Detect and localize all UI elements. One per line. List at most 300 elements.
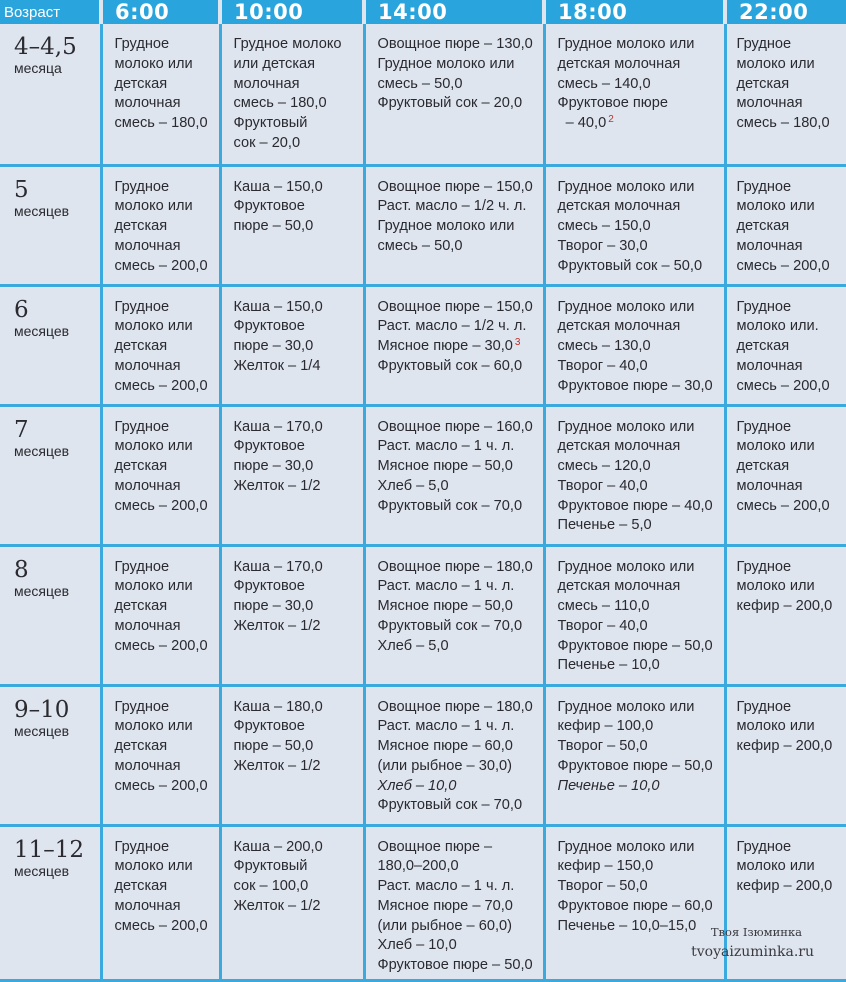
meal-text: Фруктовый сок – 60,0 <box>378 358 523 374</box>
meal-line <box>234 698 363 718</box>
meal-line <box>378 217 543 237</box>
age-cell <box>0 825 101 980</box>
meal-line <box>378 717 543 737</box>
meal-text: Печенье – 10,0–15,0 <box>558 918 697 934</box>
meal-text: детская <box>737 218 790 234</box>
meal-line <box>234 617 363 637</box>
meal-text: Желток – 1/2 <box>234 478 321 494</box>
meal-text: Печенье – 10,0 <box>558 778 660 794</box>
meal-text: 180,0–200,0 <box>378 858 459 874</box>
meal-cell-14 <box>364 545 544 685</box>
meal-line <box>378 178 543 198</box>
meal-text: детская <box>115 338 168 354</box>
meal-line <box>115 75 219 95</box>
meal-line <box>115 35 219 55</box>
meal-line <box>558 838 724 858</box>
meal-cell-14 <box>364 405 544 545</box>
meal-text: Грудное <box>737 699 792 715</box>
meal-cell-14 <box>364 825 544 980</box>
meal-text: Грудное <box>115 179 170 195</box>
meal-line <box>737 457 846 477</box>
meal-line <box>737 317 846 337</box>
meal-line <box>115 178 219 198</box>
meal-line <box>558 35 724 55</box>
meal-line <box>378 437 543 457</box>
meal-line <box>115 717 219 737</box>
meal-cell-14 <box>364 685 544 825</box>
meal-line <box>737 237 846 257</box>
meal-line <box>558 637 724 657</box>
footnote-mark: 3 <box>515 337 521 348</box>
age-value: 7 <box>14 418 100 442</box>
table-row <box>0 405 846 545</box>
meal-line <box>737 55 846 75</box>
meal-text: детская <box>737 458 790 474</box>
meal-line <box>737 197 846 217</box>
meal-text: Овощное пюре – 130,0 <box>378 36 533 52</box>
meal-line <box>115 457 219 477</box>
meal-text: Желток – 1/4 <box>234 358 321 374</box>
meal-text: кефир – 200,0 <box>737 598 833 614</box>
meal-line <box>737 114 846 134</box>
meal-text: Хлеб – 10,0 <box>378 778 457 794</box>
age-value: 5 <box>14 178 100 202</box>
meal-text: Фруктовое пюре – 50,0 <box>378 957 533 973</box>
meal-text: Грудное молоко или <box>558 559 695 575</box>
meal-line <box>378 35 543 55</box>
meal-text: молочная <box>115 758 181 774</box>
time-header-6: 6:00 <box>101 0 220 24</box>
meal-text: детская молочная <box>558 438 681 454</box>
meal-text: Фруктовое <box>234 718 305 734</box>
meal-line <box>234 457 363 477</box>
meal-text: Печенье – 10,0 <box>558 657 660 673</box>
age-value: 4–4,5 <box>14 35 100 59</box>
meal-text: Фруктовый сок – 70,0 <box>378 797 523 813</box>
meal-line <box>737 298 846 318</box>
meal-text: Каша – 180,0 <box>234 699 323 715</box>
meal-line <box>234 597 363 617</box>
meal-text: смесь – 200,0 <box>115 498 208 514</box>
meal-line <box>558 357 724 377</box>
meal-line <box>115 257 219 277</box>
meal-line <box>558 418 724 438</box>
meal-line <box>234 838 363 858</box>
meal-text: смесь – 180,0 <box>115 115 208 131</box>
meal-text: молоко или <box>115 578 193 594</box>
meal-line <box>378 857 543 877</box>
meal-text: молочная <box>115 95 181 111</box>
meal-line <box>115 437 219 457</box>
meal-text: Раст. масло – 1 ч. л. <box>378 718 515 734</box>
meal-text: пюре – 30,0 <box>234 338 314 354</box>
meal-line <box>378 757 543 777</box>
meal-text: (или рыбное – 30,0) <box>378 758 512 774</box>
meal-cell-10 <box>220 285 364 405</box>
meal-text: молоко или <box>115 198 193 214</box>
meal-text: Грудное <box>115 419 170 435</box>
age-value: 9–10 <box>14 698 100 722</box>
meal-text: Раст. масло – 1 ч. л. <box>378 878 515 894</box>
meal-line <box>378 298 543 318</box>
meal-cell-10 <box>220 165 364 285</box>
meal-cell-22 <box>725 24 846 165</box>
meal-line <box>234 418 363 438</box>
meal-text: детская <box>115 218 168 234</box>
meal-line <box>378 477 543 497</box>
meal-text: молоко или <box>737 858 815 874</box>
meal-line <box>115 337 219 357</box>
meal-line <box>378 698 543 718</box>
meal-text: Овощное пюре – <box>378 839 493 855</box>
meal-line <box>558 298 724 318</box>
meal-text: детская <box>737 76 790 92</box>
meal-line <box>234 178 363 198</box>
meal-line <box>234 757 363 777</box>
meal-line <box>115 757 219 777</box>
meal-text: Грудное <box>737 179 792 195</box>
meal-line <box>558 457 724 477</box>
meal-cell-18 <box>544 165 725 285</box>
meal-text: детская молочная <box>558 318 681 334</box>
age-unit: месяцев <box>14 322 100 340</box>
meal-text: Хлеб – 5,0 <box>378 638 449 654</box>
meal-line <box>115 597 219 617</box>
time-header-22: 22:00 <box>725 0 846 24</box>
meal-line <box>234 298 363 318</box>
time-header-14: 14:00 <box>364 0 544 24</box>
table-row <box>0 165 846 285</box>
meal-line <box>558 75 724 95</box>
meal-cell-10 <box>220 825 364 980</box>
meal-line <box>558 857 724 877</box>
meal-text: Грудное <box>115 699 170 715</box>
meal-text: детская <box>115 738 168 754</box>
meal-cell-18 <box>544 545 725 685</box>
meal-cell-22 <box>725 285 846 405</box>
meal-line <box>115 114 219 134</box>
meal-line <box>558 877 724 897</box>
meal-line <box>234 737 363 757</box>
age-cell <box>0 405 101 545</box>
age-cell <box>0 685 101 825</box>
meal-text: молочная <box>234 76 300 92</box>
table-header <box>0 0 846 24</box>
meal-text: пюре – 50,0 <box>234 738 314 754</box>
meal-text: смесь – 200,0 <box>737 258 830 274</box>
meal-cell-18 <box>544 405 725 545</box>
meal-line <box>558 337 724 357</box>
meal-line <box>737 217 846 237</box>
meal-line <box>558 257 724 277</box>
meal-line <box>558 317 724 337</box>
meal-text: Желток – 1/2 <box>234 618 321 634</box>
meal-text: Фруктовое пюре – 30,0 <box>558 378 713 394</box>
meal-line <box>115 917 219 937</box>
meal-text: Хлеб – 10,0 <box>378 937 457 953</box>
meal-text: детская <box>115 598 168 614</box>
meal-line <box>737 377 846 397</box>
meal-text: Грудное молоко или <box>378 218 515 234</box>
meal-line <box>234 577 363 597</box>
meal-line <box>558 897 724 917</box>
meal-cell-10 <box>220 24 364 165</box>
age-cell <box>0 24 101 165</box>
table-row <box>0 24 846 165</box>
meal-text: Раст. масло – 1/2 ч. л. <box>378 198 527 214</box>
meal-line <box>558 55 724 75</box>
meal-line <box>737 857 846 877</box>
meal-cell-18 <box>544 24 725 165</box>
time-header-10: 10:00 <box>220 0 364 24</box>
meal-line <box>737 418 846 438</box>
meal-line <box>234 437 363 457</box>
meal-text: Грудное молоко или <box>558 299 695 315</box>
meal-line <box>378 597 543 617</box>
meal-line <box>737 337 846 357</box>
meal-line <box>115 217 219 237</box>
meal-text: Каша – 170,0 <box>234 559 323 575</box>
meal-text: смесь – 200,0 <box>115 778 208 794</box>
meal-text: Овощное пюре – 160,0 <box>378 419 533 435</box>
meal-text: Овощное пюре – 180,0 <box>378 559 533 575</box>
meal-line <box>558 497 724 517</box>
meal-line <box>558 178 724 198</box>
meal-line <box>737 94 846 114</box>
meal-text: детская молочная <box>558 198 681 214</box>
meal-line <box>378 617 543 637</box>
age-value: 11–12 <box>14 838 100 862</box>
table-row <box>0 545 846 685</box>
meal-line <box>378 777 543 797</box>
meal-text: Раст. масло – 1/2 ч. л. <box>378 318 527 334</box>
meal-line <box>558 737 724 757</box>
meal-text: (или рыбное – 60,0) <box>378 918 512 934</box>
meal-cell-22 <box>725 405 846 545</box>
meal-text: Творог – 50,0 <box>558 878 648 894</box>
meal-text: Фруктовый сок – 70,0 <box>378 618 523 634</box>
meal-text: молочная <box>115 358 181 374</box>
meal-line <box>737 838 846 858</box>
meal-text: или детская <box>234 56 316 72</box>
meal-text: смесь – 120,0 <box>558 458 651 474</box>
meal-text: молоко или <box>115 318 193 334</box>
meal-line <box>115 857 219 877</box>
meal-cell-14 <box>364 285 544 405</box>
meal-line <box>234 717 363 737</box>
meal-line <box>115 317 219 337</box>
meal-line <box>737 357 846 377</box>
meal-text: Творог – 40,0 <box>558 478 648 494</box>
age-unit: месяцев <box>14 442 100 460</box>
meal-line <box>378 936 543 956</box>
meal-line <box>737 577 846 597</box>
meal-line <box>558 217 724 237</box>
meal-text: молоко или <box>115 438 193 454</box>
meal-line <box>234 477 363 497</box>
meal-text: смесь – 130,0 <box>558 338 651 354</box>
footnote-mark: 2 <box>608 114 614 125</box>
meal-cell-6 <box>101 165 220 285</box>
meal-text: Грудное <box>737 299 792 315</box>
meal-cell-18 <box>544 285 725 405</box>
meal-line <box>558 114 724 134</box>
meal-text: кефир – 100,0 <box>558 718 654 734</box>
meal-text: Раст. масло – 1 ч. л. <box>378 438 515 454</box>
meal-text: смесь – 110,0 <box>558 598 650 614</box>
meal-text: Печенье – 5,0 <box>558 517 652 533</box>
meal-text: смесь – 200,0 <box>737 498 830 514</box>
meal-text: молоко или <box>115 858 193 874</box>
meal-line <box>378 197 543 217</box>
meal-line <box>115 577 219 597</box>
meal-cell-14 <box>364 24 544 165</box>
meal-text: смесь – 180,0 <box>234 95 327 111</box>
meal-line <box>378 897 543 917</box>
age-unit: месяцев <box>14 722 100 740</box>
table-row <box>0 685 846 825</box>
meal-text: Фруктовый <box>234 858 308 874</box>
meal-text: смесь – 50,0 <box>378 76 463 92</box>
meal-line <box>558 617 724 637</box>
meal-text: молочная <box>115 618 181 634</box>
meal-line <box>558 656 724 676</box>
meal-line <box>378 337 543 357</box>
meal-cell-6 <box>101 825 220 980</box>
age-cell <box>0 165 101 285</box>
meal-line <box>115 94 219 114</box>
meal-text: Фруктовое пюре – 50,0 <box>558 638 713 654</box>
meal-text: Фруктовый сок – 70,0 <box>378 498 523 514</box>
meal-text: Грудное <box>737 419 792 435</box>
meal-line <box>558 757 724 777</box>
meal-text: сок – 20,0 <box>234 135 301 151</box>
meal-text: Грудное <box>737 559 792 575</box>
meal-text: Грудное <box>115 299 170 315</box>
meal-text: Грудное <box>115 839 170 855</box>
meal-text: детская <box>115 76 168 92</box>
meal-text: – 40,0 <box>558 115 607 131</box>
meal-text: детская <box>737 338 790 354</box>
meal-line <box>558 437 724 457</box>
meal-text: Грудное молоко или <box>558 419 695 435</box>
meal-line <box>378 94 543 114</box>
meal-line <box>558 577 724 597</box>
meal-text: Каша – 150,0 <box>234 179 323 195</box>
meal-cell-6 <box>101 685 220 825</box>
meal-text: кефир – 150,0 <box>558 858 654 874</box>
meal-text: молочная <box>115 238 181 254</box>
meal-text: Желток – 1/2 <box>234 758 321 774</box>
meal-line <box>115 55 219 75</box>
meal-text: Фруктовое <box>234 198 305 214</box>
meal-line <box>378 796 543 816</box>
meal-cell-14 <box>364 165 544 285</box>
meal-line <box>378 497 543 517</box>
meal-line <box>234 94 363 114</box>
meal-line <box>378 418 543 438</box>
meal-line <box>115 877 219 897</box>
meal-cell-6 <box>101 545 220 685</box>
meal-line <box>115 777 219 797</box>
meal-text: молоко или <box>737 438 815 454</box>
meal-text: кефир – 200,0 <box>737 878 833 894</box>
meal-line <box>737 558 846 578</box>
meal-line <box>558 558 724 578</box>
meal-text: Фруктовый сок – 20,0 <box>378 95 523 111</box>
meal-line <box>378 237 543 257</box>
meal-text: Хлеб – 5,0 <box>378 478 449 494</box>
meal-line <box>737 737 846 757</box>
meal-cell-6 <box>101 285 220 405</box>
meal-text: Творог – 30,0 <box>558 238 648 254</box>
meal-line <box>234 35 363 55</box>
meal-line <box>234 857 363 877</box>
meal-text: сок – 100,0 <box>234 878 309 894</box>
meal-text: Овощное пюре – 150,0 <box>378 299 533 315</box>
meal-text: молоко или. <box>737 318 819 334</box>
meal-text: Грудное молоко <box>234 36 342 52</box>
meal-cell-6 <box>101 405 220 545</box>
meal-cell-22 <box>725 165 846 285</box>
meal-line <box>378 637 543 657</box>
meal-line <box>115 418 219 438</box>
meal-cell-22 <box>725 545 846 685</box>
meal-text: смесь – 180,0 <box>737 115 830 131</box>
watermark-url: tvoyaizuminka.ru <box>691 944 814 960</box>
meal-line <box>234 558 363 578</box>
meal-line <box>378 877 543 897</box>
meal-line <box>378 956 543 976</box>
meal-line <box>378 577 543 597</box>
meal-line <box>558 197 724 217</box>
meal-text: Грудное <box>737 839 792 855</box>
meal-text: Фруктовое пюре <box>558 95 669 111</box>
meal-text: Грудное <box>115 559 170 575</box>
meal-text: молочная <box>737 238 803 254</box>
age-cell <box>0 545 101 685</box>
watermark-title: Твоя Ізюминка <box>711 925 802 939</box>
meal-line <box>558 917 724 937</box>
meal-line <box>378 75 543 95</box>
meal-line <box>115 237 219 257</box>
meal-text: молочная <box>737 478 803 494</box>
meal-text: Фруктовое <box>234 438 305 454</box>
meal-text: Творог – 50,0 <box>558 738 648 754</box>
meal-text: Мясное пюре – 50,0 <box>378 458 513 474</box>
age-unit: месяцев <box>14 862 100 880</box>
meal-text: Грудное молоко или <box>558 839 695 855</box>
meal-line <box>737 35 846 55</box>
meal-line <box>558 717 724 737</box>
meal-line <box>558 237 724 257</box>
time-header-18: 18:00 <box>544 0 725 24</box>
meal-text: Фруктовое пюре – 40,0 <box>558 498 713 514</box>
meal-text: смесь – 200,0 <box>115 378 208 394</box>
meal-text: смесь – 200,0 <box>115 258 208 274</box>
age-cell <box>0 285 101 405</box>
meal-text: Каша – 200,0 <box>234 839 323 855</box>
meal-line <box>115 698 219 718</box>
meal-line <box>378 357 543 377</box>
meal-text: молочная <box>115 898 181 914</box>
meal-line <box>558 477 724 497</box>
meal-text: Фруктовое пюре – 60,0 <box>558 898 713 914</box>
table-body <box>0 24 846 980</box>
meal-cell-22 <box>725 685 846 825</box>
meal-cell-18 <box>544 685 725 825</box>
meal-text: молочная <box>115 478 181 494</box>
